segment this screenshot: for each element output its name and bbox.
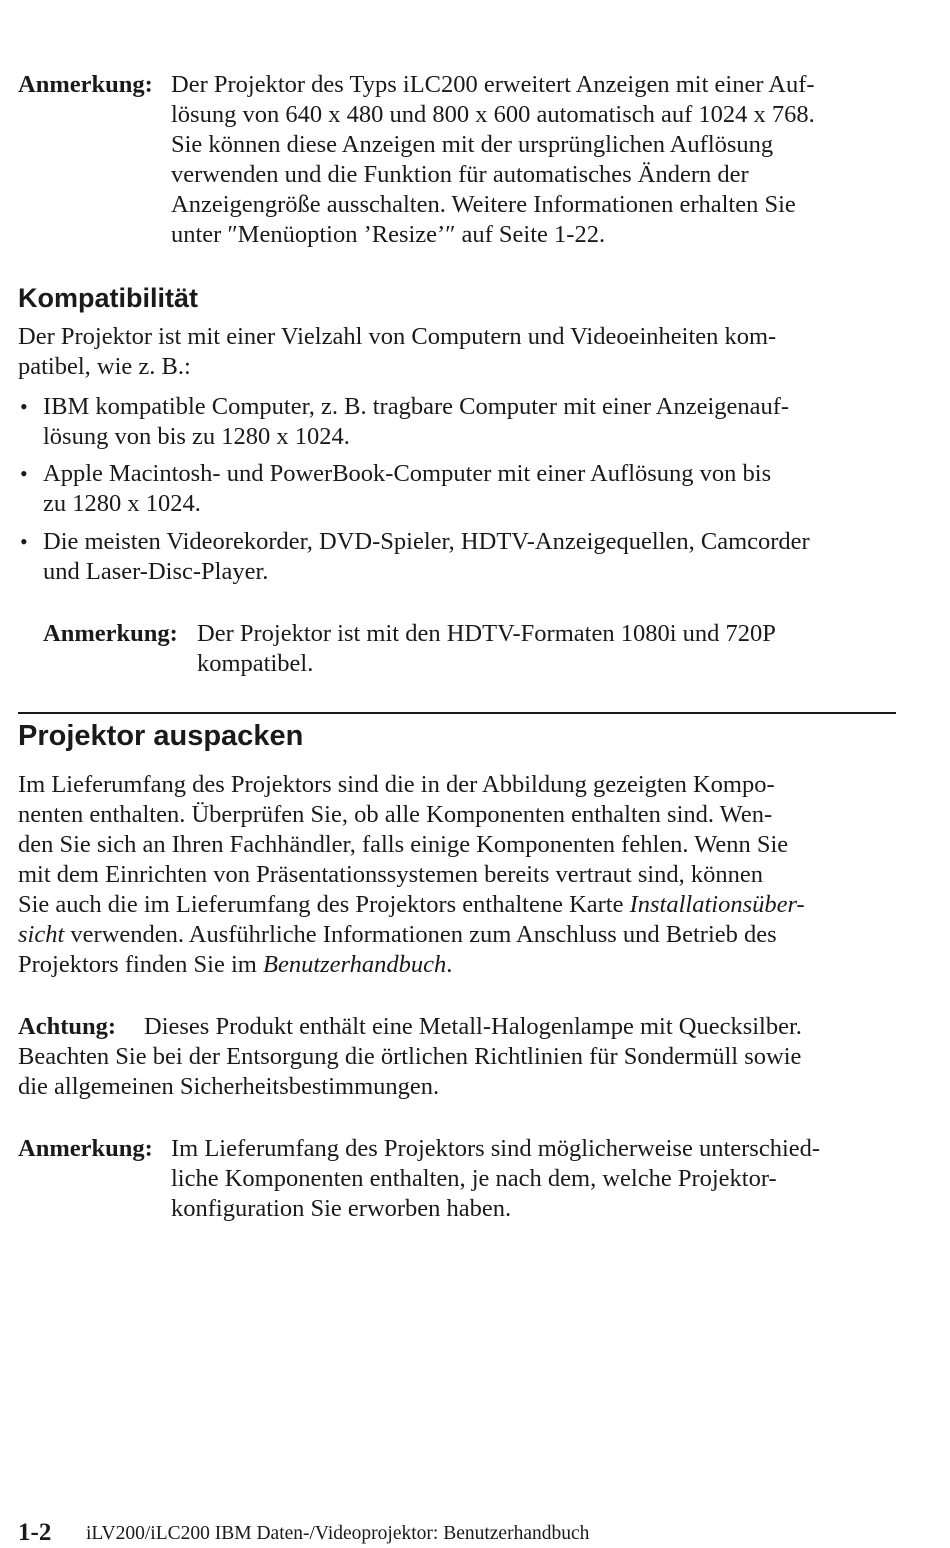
- paragraph-text: .: [446, 951, 453, 978]
- list-item-line: und Laser-Disc-Player.: [43, 558, 269, 585]
- list-item-line: Die meisten Videorekorder, DVD-Spieler, HDTV-Anzeigequellen, Camcorder: [43, 528, 810, 555]
- note-line: konfiguration Sie erworben haben.: [171, 1195, 512, 1222]
- bullet-marker: •: [20, 529, 28, 554]
- bullet-marker: •: [20, 394, 28, 419]
- caution-line: die allgemeinen Sicherheitsbestimmungen.: [18, 1073, 440, 1100]
- note-line: Der Projektor ist mit den HDTV-Formaten 1080i und 720P: [197, 620, 776, 647]
- bullet-marker: •: [20, 461, 28, 486]
- card-title-italic: sicht: [18, 921, 65, 948]
- paragraph-text: verwenden. Ausführliche Informationen zum Anschluss und Betrieb des: [64, 921, 777, 948]
- paragraph-line: mit dem Einrichten von Präsentationssystemen bereits vertraut sind, können: [18, 861, 764, 888]
- paragraph-line: [18, 950, 452, 980]
- paragraph-line: nenten enthalten. Überprüfen Sie, ob alle Komponenten enthalten sind. Wen-: [18, 801, 773, 828]
- section-divider: [18, 712, 896, 714]
- note-line: liche Komponenten enthalten, je nach dem, welche Projektor-: [171, 1165, 777, 1192]
- intro-line: Der Projektor ist mit einer Vielzahl von Computern und Videoeinheiten kom-: [18, 323, 777, 350]
- card-title-italic: Installationsüber-: [629, 891, 805, 918]
- note-line: Der Projektor des Typs iLC200 erweitert Anzeigen mit einer Auf-: [171, 71, 815, 98]
- list-item-line: zu 1280 x 1024.: [43, 490, 201, 517]
- note-line: Im Lieferumfang des Projektors sind möglicherweise unterschied-: [171, 1135, 821, 1162]
- note-label: Anmerkung:: [18, 1135, 153, 1162]
- caution-line: Dieses Produkt enthält eine Metall-Halogenlampe mit Quecksilber.: [144, 1013, 802, 1040]
- paragraph-text: Sie auch die im Lieferumfang des Projektors enthaltene Karte: [18, 891, 630, 918]
- note-line: kompatibel.: [197, 650, 314, 677]
- intro-line: patibel, wie z. B.:: [18, 353, 191, 380]
- paragraph-text: Projektors finden Sie im: [18, 951, 263, 978]
- paragraph-line: [18, 920, 777, 950]
- caution-label: Achtung:: [18, 1013, 117, 1040]
- note-line: verwenden und die Funktion für automatisches Ändern der: [171, 161, 749, 188]
- note-label: Anmerkung:: [43, 620, 178, 647]
- page-number: 1-2: [18, 1519, 52, 1546]
- list-item-line: lösung von bis zu 1280 x 1024.: [43, 423, 350, 450]
- list-item-line: IBM kompatible Computer, z. B. tragbare Computer mit einer Anzeigenauf-: [43, 393, 790, 420]
- note-line: Sie können diese Anzeigen mit der ursprünglichen Auflösung: [171, 131, 774, 158]
- paragraph-line: Im Lieferumfang des Projektors sind die in der Abbildung gezeigten Kompo-: [18, 771, 775, 798]
- note-label: Anmerkung:: [18, 71, 153, 98]
- section-heading-kompatibilitaet: Kompatibilität: [18, 283, 198, 313]
- note-line: lösung von 640 x 480 und 800 x 600 automatisch auf 1024 x 768.: [171, 101, 815, 128]
- paragraph-line: den Sie sich an Ihren Fachhändler, falls einige Komponenten fehlen. Wenn Sie: [18, 831, 789, 858]
- manual-title-italic: Benutzerhandbuch: [262, 951, 447, 978]
- caution-line: Beachten Sie bei der Entsorgung die örtlichen Richtlinien für Sondermüll sowie: [18, 1043, 802, 1070]
- note-line: unter ″Menüoption ’Resize’″ auf Seite 1-22.: [171, 221, 606, 248]
- section-heading-auspacken: Projektor auspacken: [18, 720, 304, 752]
- note-line: Anzeigengröße ausschalten. Weitere Informationen erhalten Sie: [171, 191, 796, 218]
- running-footer-title: iLV200/iLC200 IBM Daten-/Videoprojektor: Benutzerhandbuch: [86, 1523, 590, 1544]
- list-item-line: Apple Macintosh- und PowerBook-Computer mit einer Auflösung von bis: [43, 460, 772, 487]
- paragraph-line: [18, 890, 805, 920]
